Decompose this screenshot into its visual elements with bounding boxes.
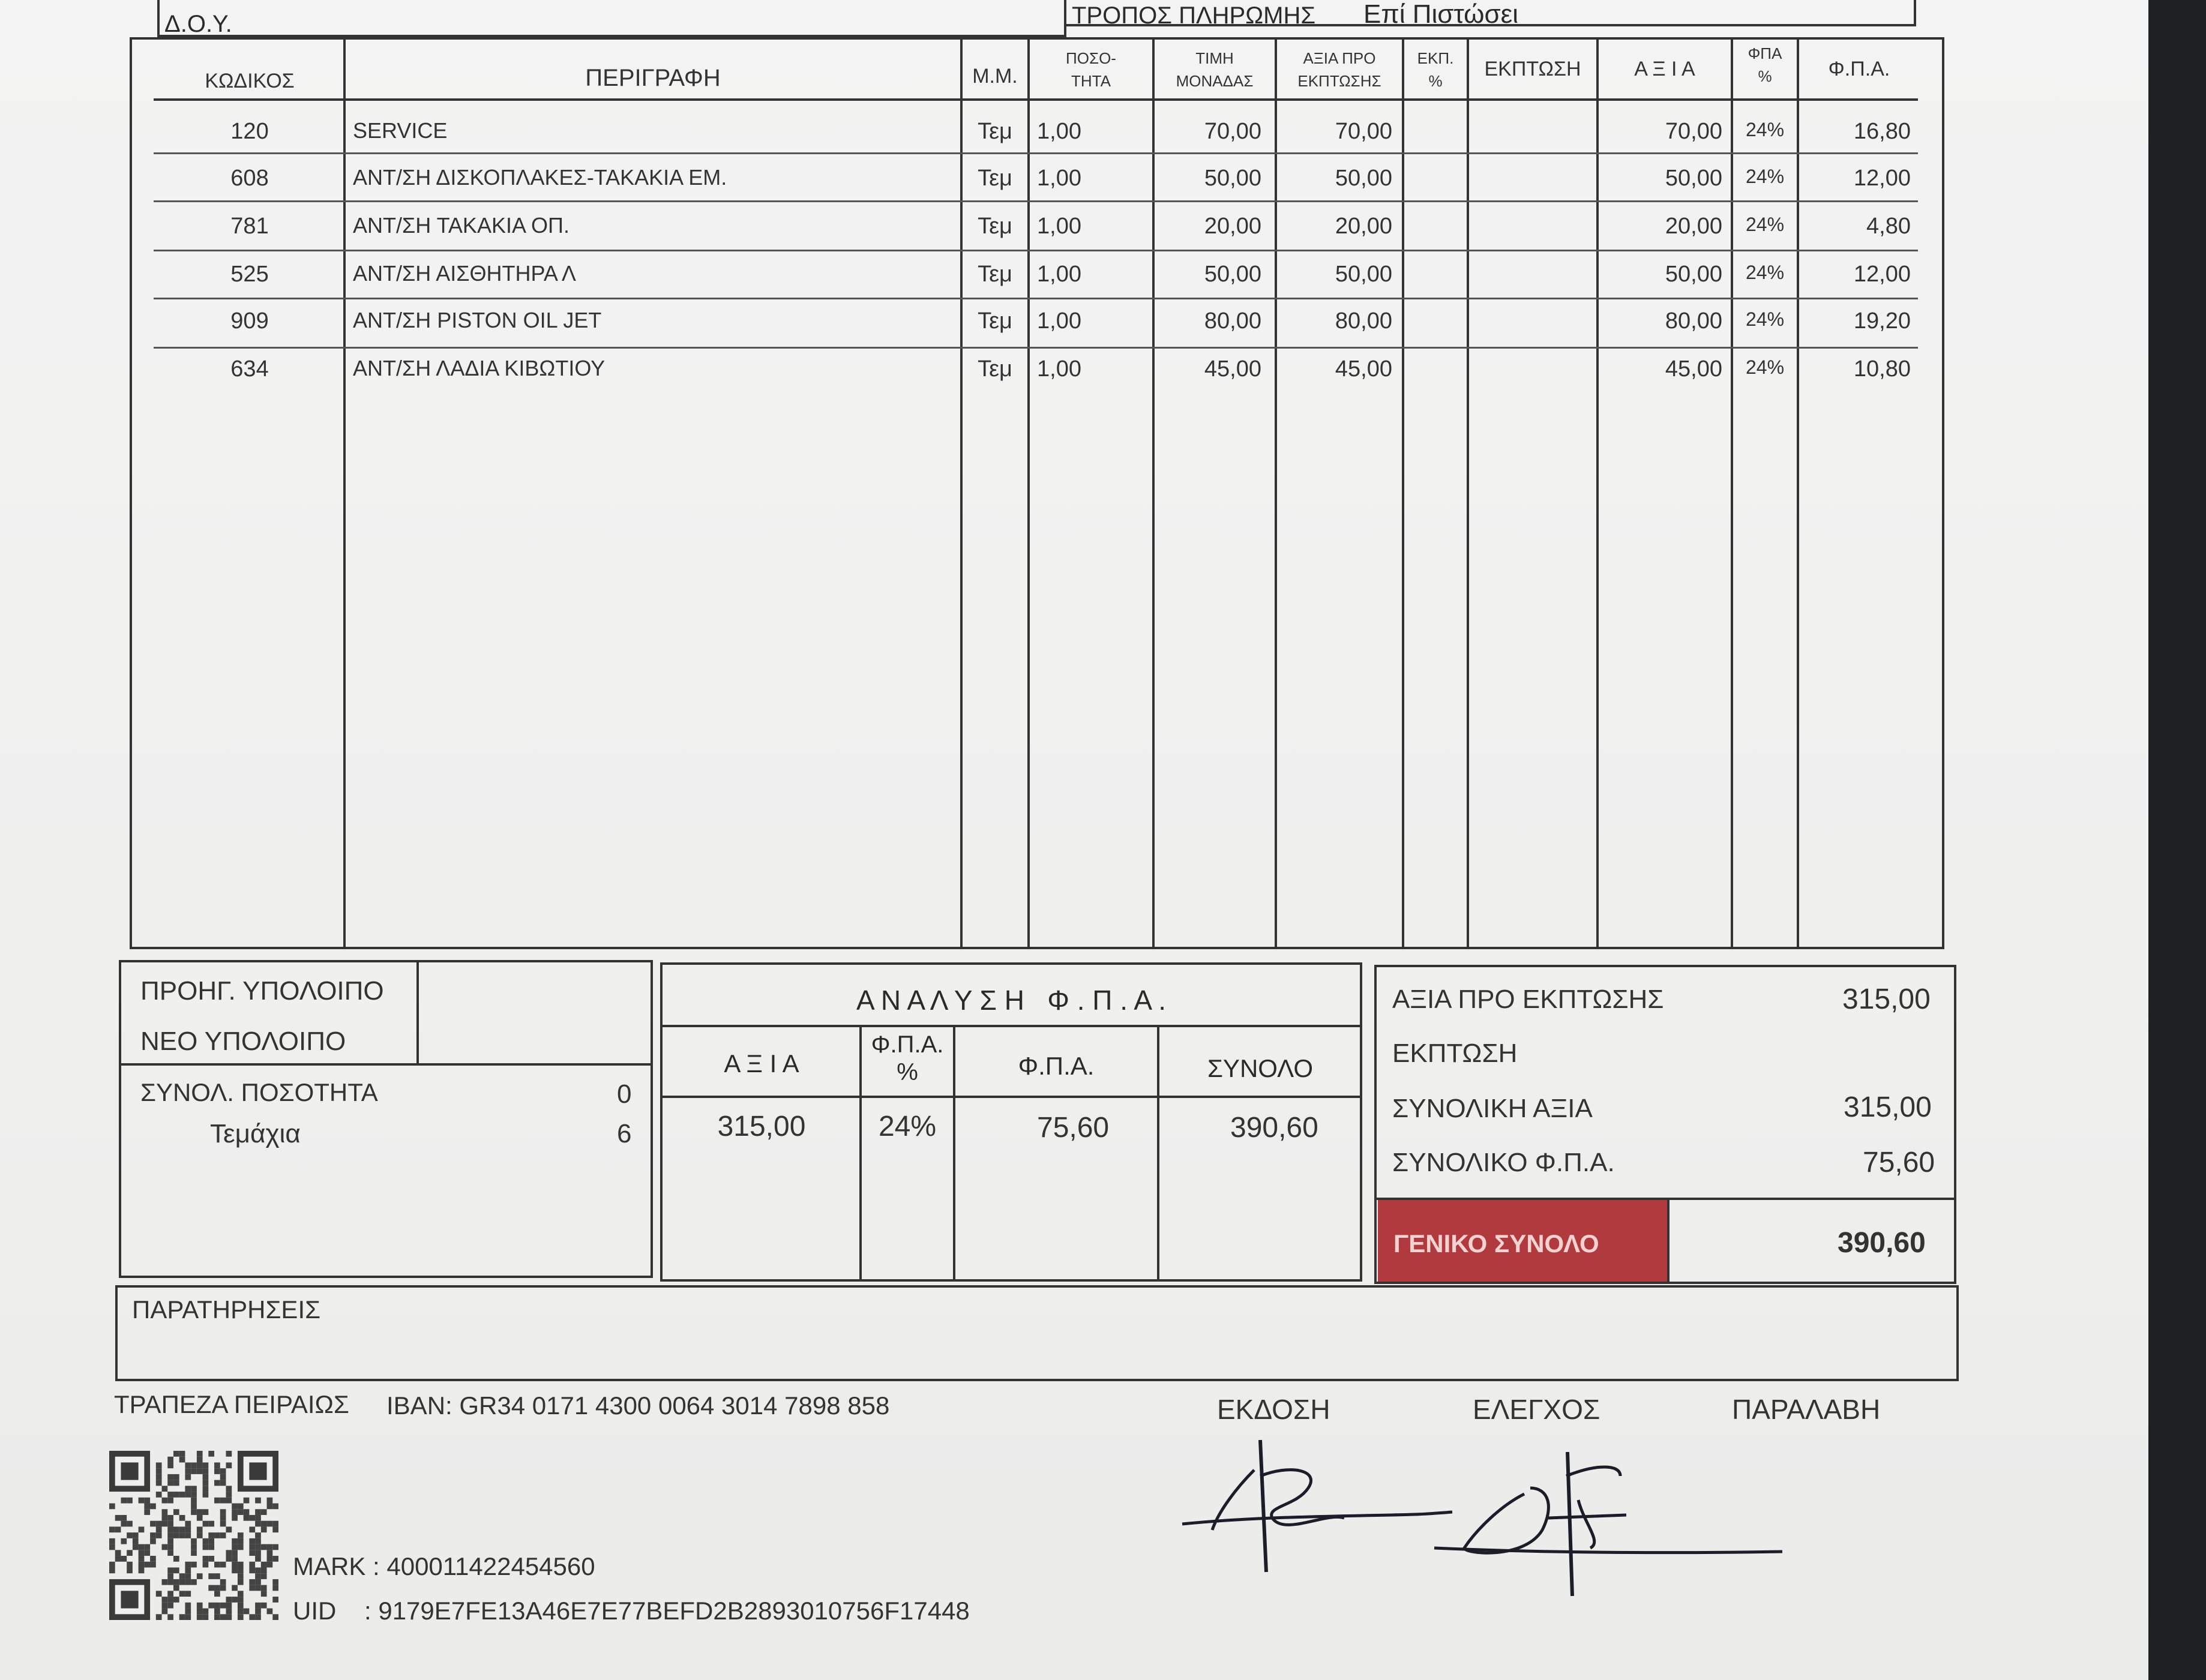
cell-unit: Τεμ <box>978 214 1012 239</box>
header-doy-box <box>157 0 1066 37</box>
vat-col-pct-header: Φ.Π.Α. % <box>871 1031 944 1085</box>
cell-qty: 1,00 <box>1037 214 1081 239</box>
cell-value: 50,00 <box>1665 262 1722 287</box>
cell-description: ΑΝΤ/ΣΗ ΑΙΣΘΗΤΗΡΑ Λ <box>353 261 576 286</box>
vat-analysis-title-divider <box>663 1025 1360 1027</box>
notes-box <box>115 1285 1959 1381</box>
cell-code: 909 <box>230 308 269 334</box>
cell-value-before-discount: 80,00 <box>1335 308 1392 334</box>
cell-unit-price: 45,00 <box>1204 356 1261 382</box>
col-line <box>1027 40 1030 947</box>
previous-balance-label: ΠΡΟΗΓ. ΥΠΟΛΟΙΠΟ <box>140 976 384 1006</box>
notes-label: ΠΑΡΑΤΗΡΗΣΕΙΣ <box>132 1295 321 1324</box>
row-divider <box>154 347 1918 349</box>
cell-vat: 12,00 <box>1853 166 1911 191</box>
grand-total-divider <box>1667 1200 1670 1282</box>
totals-value-before-discount: 315,00 <box>1842 983 1931 1015</box>
cell-unit: Τεμ <box>978 262 1012 287</box>
cell-vat: 10,80 <box>1853 356 1911 382</box>
vat-analysis-vat: 75,60 <box>1037 1112 1110 1144</box>
balance-divider-v <box>416 962 419 1064</box>
vat-analysis-title: Α Ν Α Λ Υ Σ Η Φ . Π . Α . <box>856 985 1167 1016</box>
cell-value-before-discount: 70,00 <box>1335 119 1392 144</box>
cell-code: 781 <box>230 214 269 239</box>
cell-value: 80,00 <box>1665 308 1722 334</box>
cell-qty: 1,00 <box>1037 119 1081 144</box>
signature-check <box>1428 1440 1788 1608</box>
cell-vat-pct: 24% <box>1745 356 1785 378</box>
cell-qty: 1,00 <box>1037 166 1081 191</box>
pieces-label: Τεμάχια <box>210 1119 301 1148</box>
col-header-vat: Φ.Π.Α. <box>1828 58 1890 80</box>
payment-value: Επί Πιστώσει <box>1363 0 1519 29</box>
row-divider <box>154 298 1918 299</box>
col-header-qty: ΠΟΣΟ- ΤΗΤΑ <box>1066 49 1116 90</box>
cell-vat-pct: 24% <box>1745 214 1785 235</box>
cell-vat: 16,80 <box>1853 119 1911 144</box>
totals-discount-label: ΕΚΠΤΩΣΗ <box>1392 1039 1518 1068</box>
vat-col-vat-header: Φ.Π.Α. <box>1018 1052 1095 1080</box>
qr-code-icon <box>109 1451 278 1622</box>
row-divider <box>154 200 1918 202</box>
new-balance-label: ΝΕΟ ΥΠΟΛΟΙΠΟ <box>140 1027 346 1056</box>
cell-code: 525 <box>230 262 269 287</box>
uid: UID : 9179E7FE13A46E7E77BEFD2B2893010756F17448 <box>293 1597 970 1625</box>
col-header-description: ΠΕΡΙΓΡΑΦΗ <box>585 65 721 91</box>
check-label: ΕΛΕΓΧΟΣ <box>1473 1394 1600 1425</box>
bank-name: ΤΡΑΠΕΖΑ ΠΕΙΡΑΙΩΣ <box>114 1390 349 1418</box>
cell-unit: Τεμ <box>978 119 1012 144</box>
cell-unit: Τεμ <box>978 308 1012 334</box>
cell-value: 45,00 <box>1665 356 1722 382</box>
totals-total-value-label: ΣΥΝΟΛΙΚΗ ΑΞΙΑ <box>1392 1094 1593 1123</box>
totals-total-value: 315,00 <box>1844 1091 1932 1123</box>
totals-value-before-discount-label: ΑΞΙΑ ΠΡΟ ΕΚΠΤΩΣΗΣ <box>1392 985 1664 1014</box>
col-header-code: ΚΩΔΙΚΟΣ <box>205 70 295 92</box>
balance-box <box>119 960 653 1278</box>
cell-description: SERVICE <box>353 118 448 143</box>
cell-code: 120 <box>230 119 269 144</box>
grand-total-label: ΓΕΝΙΚΟ ΣΥΝΟΛΟ <box>1393 1229 1599 1258</box>
payment-label: ΤΡΟΠΟΣ ΠΛΗΡΩΜΗΣ <box>1072 2 1316 29</box>
cell-vat: 4,80 <box>1866 214 1911 239</box>
cell-description: ΑΝΤ/ΣΗ ΤΑΚΑΚΙΑ ΟΠ. <box>353 213 570 238</box>
pieces-value: 6 <box>617 1119 632 1148</box>
total-qty-value: 0 <box>617 1079 632 1109</box>
mark-id: MARK : 400011422454560 <box>293 1552 595 1580</box>
cell-description: ΑΝΤ/ΣΗ ΔΙΣΚΟΠΛΑΚΕΣ-ΤΑΚΑΚΙΑ ΕΜ. <box>353 165 727 190</box>
cell-unit: Τεμ <box>978 356 1012 382</box>
cell-value: 50,00 <box>1665 166 1722 191</box>
cell-code: 608 <box>230 166 269 191</box>
totals-total-vat: 75,60 <box>1863 1147 1935 1178</box>
row-divider <box>154 250 1918 251</box>
cell-vat: 19,20 <box>1853 308 1911 334</box>
cell-unit-price: 20,00 <box>1204 214 1261 239</box>
vat-analysis-pct: 24% <box>878 1111 937 1142</box>
cell-value-before-discount: 20,00 <box>1335 214 1392 239</box>
col-header-discount-pct: ΕΚΠ. % <box>1417 49 1454 90</box>
col-header-vat-pct: ΦΠΑ % <box>1748 44 1782 85</box>
col-header-unit-price: ΤΙΜΗ ΜΟΝΑΔΑΣ <box>1176 49 1254 90</box>
doy-label: Δ.Ο.Υ. <box>164 11 232 37</box>
cell-qty: 1,00 <box>1037 308 1081 334</box>
cell-value: 20,00 <box>1665 214 1722 239</box>
cell-qty: 1,00 <box>1037 262 1081 287</box>
signature-issue <box>1170 1428 1458 1584</box>
cell-unit-price: 70,00 <box>1204 119 1261 144</box>
vat-analysis-value: 315,00 <box>717 1111 806 1142</box>
col-line <box>1402 40 1404 947</box>
row-divider <box>154 152 1918 154</box>
col-header-value-before-discount: ΑΞΙΑ ΠΡΟ ΕΚΠΤΩΣΗΣ <box>1297 49 1381 90</box>
cell-unit: Τεμ <box>978 166 1012 191</box>
cell-description: ΑΝΤ/ΣΗ ΛΑΔΙΑ ΚΙΒΩΤΙΟΥ <box>353 356 606 380</box>
total-qty-label: ΣΥΝΟΛ. ΠΟΣΟΤΗΤΑ <box>140 1078 378 1106</box>
cell-vat-pct: 24% <box>1745 166 1785 187</box>
vat-col-total-header: ΣΥΝΟΛΟ <box>1207 1054 1314 1082</box>
cell-value-before-discount: 45,00 <box>1335 356 1392 382</box>
vat-analysis-total: 390,60 <box>1230 1112 1318 1144</box>
cell-vat-pct: 24% <box>1745 308 1785 330</box>
issue-label: ΕΚΔΟΣΗ <box>1217 1394 1330 1425</box>
cell-qty: 1,00 <box>1037 356 1081 382</box>
balance-divider-h <box>121 1063 651 1066</box>
cell-code: 634 <box>230 356 269 382</box>
receive-label: ΠΑΡΑΛΑΒΗ <box>1732 1394 1881 1425</box>
col-header-discount: ΕΚΠΤΩΣΗ <box>1484 58 1581 80</box>
cell-value-before-discount: 50,00 <box>1335 262 1392 287</box>
col-header-value: Α Ξ Ι Α <box>1634 58 1695 80</box>
grand-total-value: 390,60 <box>1838 1227 1926 1259</box>
totals-total-vat-label: ΣΥΝΟΛΙΚΟ Φ.Π.Α. <box>1392 1148 1615 1177</box>
cell-value-before-discount: 50,00 <box>1335 166 1392 191</box>
cell-value: 70,00 <box>1665 119 1722 144</box>
iban: IBAN: GR34 0171 4300 0064 3014 7898 858 <box>386 1391 890 1420</box>
cell-vat-pct: 24% <box>1745 262 1785 283</box>
col-line <box>343 40 346 947</box>
cell-vat: 12,00 <box>1853 262 1911 287</box>
cell-description: ΑΝΤ/ΣΗ PISTON OIL JET <box>353 308 602 332</box>
cell-vat-pct: 24% <box>1745 119 1785 140</box>
items-header-divider <box>154 98 1918 101</box>
cell-unit-price: 80,00 <box>1204 308 1261 334</box>
vat-col-value-header: Α Ξ Ι Α <box>724 1049 799 1078</box>
col-line <box>1467 40 1469 947</box>
cell-unit-price: 50,00 <box>1204 166 1261 191</box>
col-header-unit: Μ.Μ. <box>972 65 1018 88</box>
vat-analysis-header-divider <box>663 1096 1360 1098</box>
cell-unit-price: 50,00 <box>1204 262 1261 287</box>
